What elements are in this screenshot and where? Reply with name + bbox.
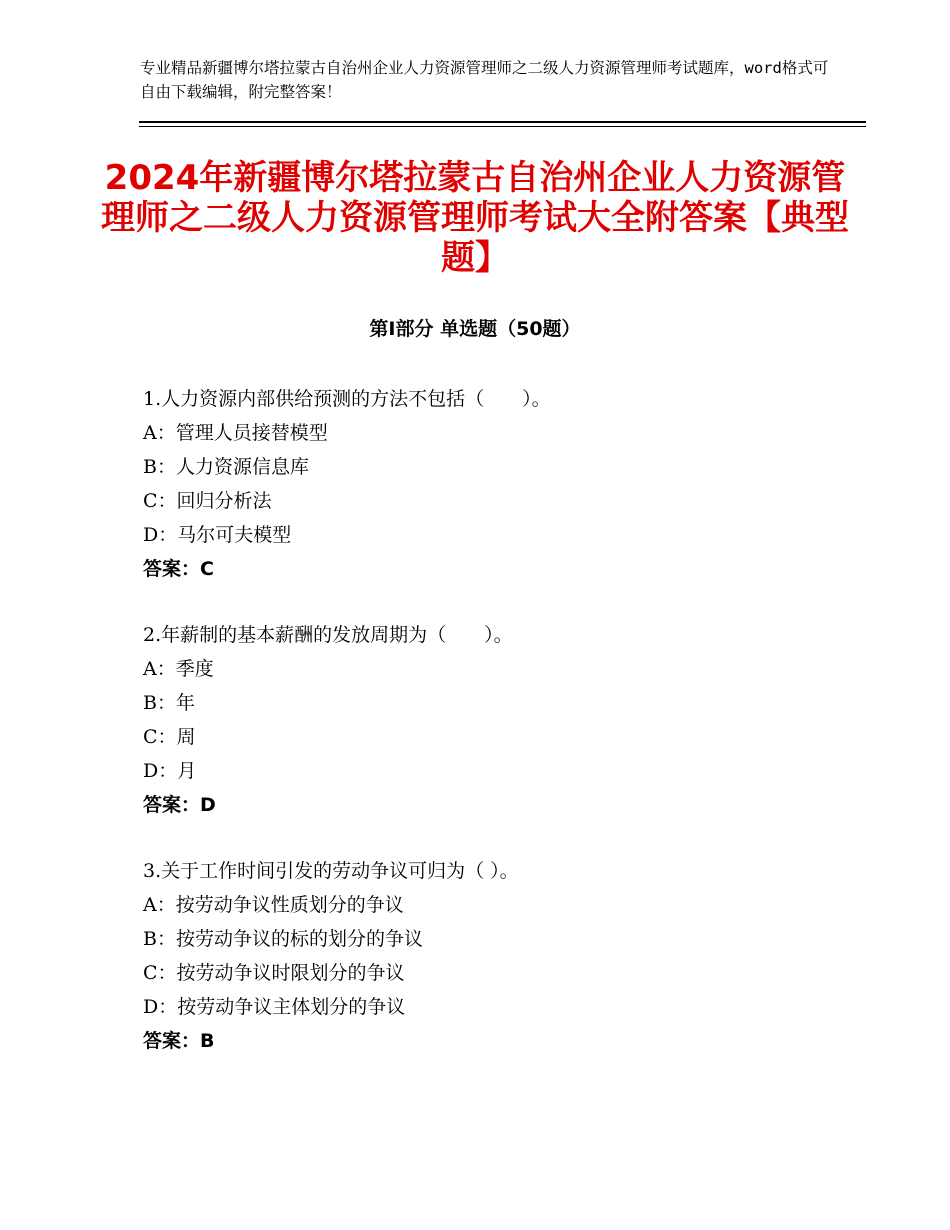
option-a: A：管理人员接替模型 bbox=[143, 422, 328, 444]
option-b: B：年 bbox=[143, 692, 195, 714]
question-stem: 1.人力资源内部供给预测的方法不包括（ ）。 bbox=[143, 388, 551, 410]
option-b: B：人力资源信息库 bbox=[143, 456, 309, 478]
section-heading: 第Ⅰ部分 单选题（50题） bbox=[369, 318, 581, 340]
option-a: A：按劳动争议性质划分的争议 bbox=[143, 894, 404, 916]
answer-line: 答案：D bbox=[143, 794, 216, 816]
question-2 bbox=[143, 618, 843, 822]
question-stem: 3.关于工作时间引发的劳动争议可归为（ ）。 bbox=[143, 860, 519, 882]
option-d: D：月 bbox=[143, 760, 197, 782]
question-3 bbox=[143, 854, 843, 1058]
header-divider-thick bbox=[139, 121, 866, 123]
option-a: A：季度 bbox=[143, 658, 214, 680]
answer-line: 答案：B bbox=[143, 1030, 215, 1052]
question-1 bbox=[143, 382, 843, 586]
header-divider-thin bbox=[139, 126, 866, 127]
question-stem: 2.年薪制的基本薪酬的发放周期为（ ）。 bbox=[143, 624, 513, 646]
option-d: D：马尔可夫模型 bbox=[143, 524, 292, 546]
question-list bbox=[143, 382, 843, 1090]
header-note: 专业精品新疆博尔塔拉蒙古自治州企业人力资源管理师之二级人力资源管理师考试题库，word格式可自由下载编辑，附完整答案！ bbox=[140, 59, 829, 101]
option-c: C：回归分析法 bbox=[143, 490, 272, 512]
document-title: 2024年新疆博尔塔拉蒙古自治州企业人力资源管理师之二级人力资源管理师考试大全附答案【典型题】 bbox=[101, 158, 849, 278]
option-c: C：周 bbox=[143, 726, 196, 748]
option-c: C：按劳动争议时限划分的争议 bbox=[143, 962, 405, 984]
option-d: D：按劳动争议主体划分的争议 bbox=[143, 996, 406, 1018]
answer-line: 答案：C bbox=[143, 558, 214, 580]
option-b: B：按劳动争议的标的划分的争议 bbox=[143, 928, 423, 950]
